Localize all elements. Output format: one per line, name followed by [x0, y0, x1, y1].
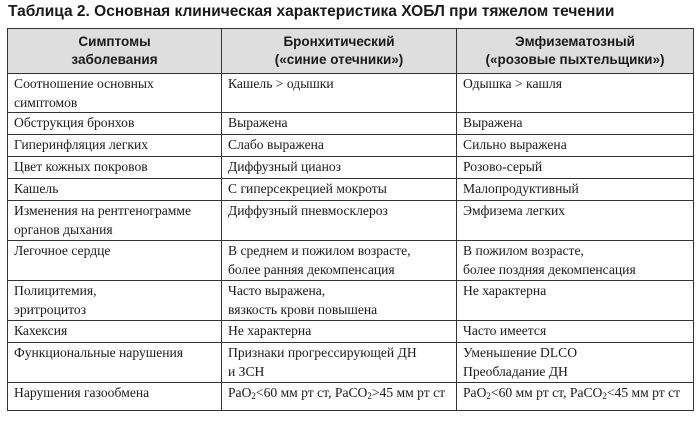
bronchitic-cell — [222, 74, 457, 113]
cell-line: более ранняя декомпенсация — [228, 262, 395, 277]
gas-values — [228, 383, 452, 402]
gas-o2-sub: O — [241, 385, 252, 400]
bronchitic-cell — [222, 281, 457, 321]
cell-line: Обструкция бронхов — [14, 115, 135, 130]
emphysematous-cell — [457, 343, 694, 383]
table-row — [8, 383, 694, 411]
cell-line: Кахексия — [14, 323, 68, 338]
symptom-cell — [8, 113, 222, 135]
copd-characteristics-table — [7, 28, 694, 411]
symptom-cell — [8, 343, 222, 383]
cell-line: Малопродуктивный — [463, 181, 579, 196]
table-row — [8, 179, 694, 201]
table-row — [8, 157, 694, 179]
table-row — [8, 321, 694, 343]
gas-pa: Pa — [228, 385, 242, 400]
cell-line: Гиперинфляция легких — [14, 137, 149, 152]
cell-line: органов дыхания — [14, 222, 113, 237]
table-row — [8, 201, 694, 241]
cell-line: Розово-серый — [463, 159, 543, 174]
cell-line: Выражена — [228, 115, 288, 130]
header-line: Эмфизематозный — [515, 34, 635, 49]
symptom-cell — [8, 157, 222, 179]
gas-pa2: PaCO — [569, 385, 603, 400]
gas-pa2: PaCO — [334, 385, 368, 400]
table-header-row — [8, 29, 694, 74]
cell-line: Диффузный пневмосклероз — [228, 203, 388, 218]
header-line: Симптомы — [78, 34, 151, 49]
cell-line: Признаки прогрессирующей ДН — [228, 345, 417, 360]
symptom-cell — [8, 321, 222, 343]
bronchitic-cell — [222, 241, 457, 281]
emphysematous-cell — [457, 135, 694, 157]
gas-co2-idx: 2 — [367, 391, 372, 401]
cell-line: В среднем и пожилом возрасте, — [228, 243, 411, 258]
symptom-cell — [8, 201, 222, 241]
gas-o2-idx: 2 — [486, 391, 491, 401]
cell-line: Слабо выражена — [228, 137, 324, 152]
header-bronchitic — [222, 29, 457, 74]
table-row — [8, 135, 694, 157]
bronchitic-cell — [222, 135, 457, 157]
cell-line: С гиперсекрецией мокроты — [228, 181, 387, 196]
cell-line: Соотношение основных — [14, 76, 154, 91]
gas-co2-idx: 2 — [602, 391, 607, 401]
cell-line: Диффузный цианоз — [228, 159, 342, 174]
bronchitic-cell — [222, 343, 457, 383]
cell-line: Нарушения газообмена — [14, 385, 150, 400]
symptom-cell — [8, 241, 222, 281]
cell-line: Уменьшение DLCO — [463, 345, 578, 360]
bronchitic-cell — [222, 157, 457, 179]
cell-line: вязкость крови повышена — [228, 302, 378, 317]
emphysematous-cell — [457, 321, 694, 343]
symptom-cell — [8, 383, 222, 411]
cell-line: Кашель > одышки — [228, 76, 334, 91]
bronchitic-cell — [222, 113, 457, 135]
cell-line: Цвет кожных покровов — [14, 159, 148, 174]
header-line: Бронхитический — [283, 34, 395, 49]
gas-o2-sub: O — [476, 385, 487, 400]
table-row — [8, 281, 694, 321]
cell-line: эритроцитоз — [14, 302, 87, 317]
cell-line: Эмфизема легких — [463, 203, 566, 218]
table-row — [8, 241, 694, 281]
cell-line: симптомов — [14, 95, 78, 110]
emphysematous-cell — [457, 113, 694, 135]
table-row — [8, 74, 694, 113]
header-symptoms — [8, 29, 222, 74]
cell-line: Выражена — [463, 115, 523, 130]
bronchitic-cell — [222, 321, 457, 343]
cell-line: Кашель — [14, 181, 59, 196]
cell-line: Не характерна — [228, 323, 312, 338]
cell-line: Не характерна — [463, 283, 547, 298]
cell-line: Легочное сердце — [14, 243, 111, 258]
emphysematous-cell — [457, 179, 694, 201]
emphysematous-cell — [457, 281, 694, 321]
symptom-cell — [8, 135, 222, 157]
emphysematous-cell — [457, 383, 694, 411]
cell-line: В пожилом возрасте, — [463, 243, 584, 258]
cell-line: Часто имеется — [463, 323, 547, 338]
emphysematous-cell — [457, 201, 694, 241]
table-caption: Таблица 2. Основная клиническая характеристика ХОБЛ при тяжелом течении — [8, 3, 615, 20]
bronchitic-cell — [222, 179, 457, 201]
emphysematous-cell — [457, 157, 694, 179]
gas-o2-val: <60 мм рт ст, — [255, 385, 335, 400]
header-line: заболевания — [71, 52, 158, 67]
gas-co2-val: >45 мм рт ст — [371, 385, 446, 400]
cell-line: и ЗСН — [228, 364, 265, 379]
bronchitic-cell — [222, 383, 457, 411]
gas-o2-idx: 2 — [251, 391, 256, 401]
cell-line: Полицитемия, — [14, 283, 97, 298]
emphysematous-cell — [457, 74, 694, 113]
cell-line: Сильно выражена — [463, 137, 567, 152]
symptom-cell — [8, 74, 222, 113]
symptom-cell — [8, 179, 222, 201]
header-emphysematous — [457, 29, 694, 74]
cell-line: Преобладание ДН — [463, 364, 568, 379]
cell-line: Одышка > кашля — [463, 76, 562, 91]
cell-line: Изменения на рентгенограмме — [14, 203, 192, 218]
gas-co2-val: <45 мм рт ст — [606, 385, 681, 400]
gas-o2-val: <60 мм рт ст, — [490, 385, 570, 400]
gas-values — [463, 383, 689, 402]
symptom-cell — [8, 281, 222, 321]
header-line: («синие отечники») — [274, 52, 404, 67]
table-row — [8, 343, 694, 383]
cell-line: Часто выражена, — [228, 283, 326, 298]
header-line: («розовые пыхтельщики») — [485, 52, 665, 67]
table-row — [8, 113, 694, 135]
cell-line: Функциональные нарушения — [14, 345, 184, 360]
cell-line: более поздняя декомпенсация — [463, 262, 636, 277]
emphysematous-cell — [457, 241, 694, 281]
gas-pa: Pa — [463, 385, 477, 400]
bronchitic-cell — [222, 201, 457, 241]
